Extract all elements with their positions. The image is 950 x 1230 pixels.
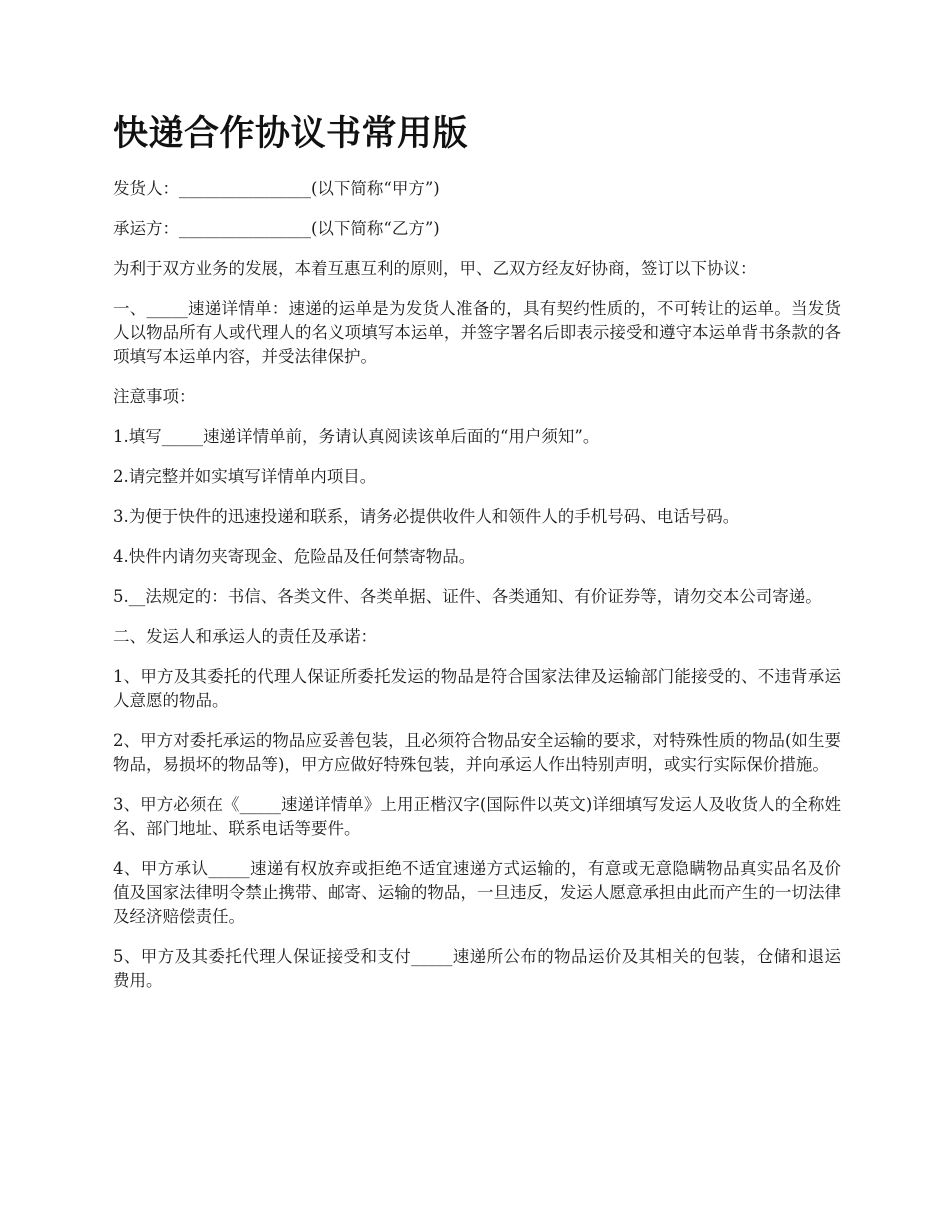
clause-3: 3、甲方必须在《_____速递详情单》上用正楷汉字(国际件以英文)详细填写发运人及收货人的全称姓名、部门地址、联系电话等要件。 xyxy=(113,795,841,838)
clause-1: 1、甲方及其委托的代理人保证所委托发运的物品是符合国家法律及运输部门能接受的、不违背承运人意愿的物品。 xyxy=(113,667,841,710)
document-page xyxy=(113,108,841,1009)
preamble-paragraph: 为利于双方业务的发展，本着互惠互利的原则，甲、乙双方经友好协商，签订以下协议： xyxy=(113,259,757,278)
note-item-4: 4.快件内请勿夹寄现金、危险品及任何禁寄物品。 xyxy=(113,547,476,566)
clause-4: 4、甲方承认_____速递有权放弃或拒绝不适宜速递方式运输的，有意或无意隐瞒物品真实品名及价值及国家法律明令禁止携带、邮寄、运输的物品，一旦违反，发运人愿意承担由此而产生的一切法律及经济赔偿责任。 xyxy=(113,859,841,926)
clause-5: 5、甲方及其委托代理人保证接受和支付_____速递所公布的物品运价及其相关的包装，仓储和退运费用。 xyxy=(113,947,841,990)
clause-2: 2、甲方对委托承运的物品应妥善包装，且必须符合物品安全运输的要求，对特殊性质的物品(如生要物品，易损坏的物品等)，甲方应做好特殊包装，并向承运人作出特别声明，或实行实际保价措施。 xyxy=(113,731,841,774)
shipper-line: 发货人：________________(以下简称“甲方”) xyxy=(113,179,440,198)
carrier-line: 承运方：________________(以下简称“乙方”) xyxy=(113,219,440,238)
document-title: 快递合作协议书常用版 xyxy=(113,114,469,154)
note-item-5: 5.__法规定的：书信、各类文件、各类单据、证件、各类通知、有价证券等，请勿交本公司寄递。 xyxy=(113,587,822,606)
notes-heading: 注意事项： xyxy=(113,387,196,406)
section-two-heading: 二、发运人和承运人的责任及承诺： xyxy=(113,627,377,646)
note-item-2: 2.请完整并如实填写详情单内项目。 xyxy=(113,467,377,486)
note-item-3: 3.为便于快件的迅速投递和联系，请务必提供收件人和领件人的手机号码、电话号码。 xyxy=(113,507,740,526)
note-item-1: 1.填写_____速递详情单前，务请认真阅读该单后面的“用户须知”。 xyxy=(113,427,600,446)
section-one-paragraph: 一、_____速递详情单：速递的运单是为发货人准备的，具有契约性质的，不可转让的运单。当发货人以物品所有人或代理人的名义项填写本运单，并签字署名后即表示接受和遵守本运单背书条款的各项填写本运单内容，并受法律保护。 xyxy=(113,299,841,366)
